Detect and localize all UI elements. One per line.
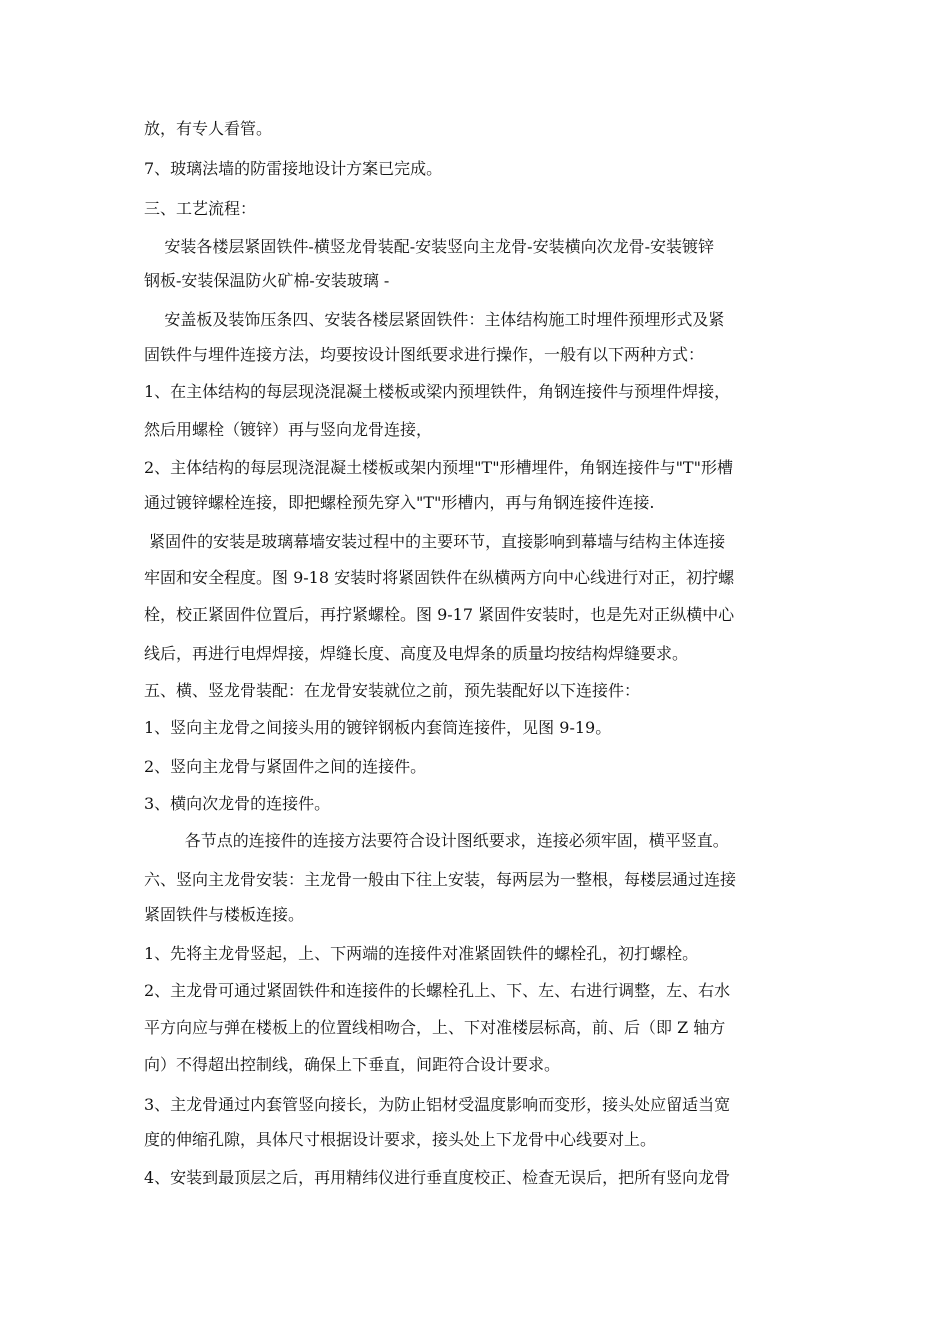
- text-line: 牢固和安全程度。图 9-18 安装时将紧固铁件在纵横两方向中心线进行对正，初拧螺: [144, 568, 735, 587]
- text-line: 1、在主体结构的每层现浇混凝土楼板或梁内预埋铁件，角钢连接件与预埋件焊接，: [144, 382, 731, 401]
- text-line: 安盖板及装饰压条四、安装各楼层紧固铁件：主体结构施工时埋件预埋形式及紧: [144, 310, 725, 329]
- text-line: 向）不得超出控制线，确保上下垂直，间距符合设计要求。: [144, 1055, 561, 1074]
- text-line: 平方向应与弹在楼板上的位置线相吻合，上、下对准楼层标高，前、后（即 Z 轴方: [144, 1018, 726, 1037]
- text-line: 2、竖向主龙骨与紧固件之间的连接件。: [144, 757, 427, 776]
- text-line: 紧固件的安装是玻璃幕墙安装过程中的主要环节，直接影响到幕墙与结构主体连接: [144, 532, 726, 551]
- text-line: 3、主龙骨通过内套管竖向接长，为防止铝材受温度影响而变形，接头处应留适当宽: [144, 1095, 731, 1114]
- text-line: 1、竖向主龙骨之间接头用的镀锌钢板内套筒连接件，见图 9-19。: [144, 718, 612, 737]
- text-line: 2、主龙骨可通过紧固铁件和连接件的长螺栓孔上、下、左、右进行调整，左、右水: [144, 981, 731, 1000]
- text-line: 然后用螺栓（镀锌）再与竖向龙骨连接，: [144, 420, 433, 439]
- text-line: 六、竖向主龙骨安装：主龙骨一般由下往上安装，每两层为一整根，每楼层通过连接: [144, 870, 737, 889]
- text-line: 紧固铁件与楼板连接。: [144, 905, 305, 924]
- text-line: 栓，校正紧固件位置后，再拧紧螺栓。图 9-17 紧固件安装时，也是先对正纵横中心: [144, 605, 735, 624]
- text-line: 4、安装到最顶层之后，再用精纬仪进行垂直度校正、检查无误后，把所有竖向龙骨: [144, 1168, 731, 1187]
- text-line: 固铁件与埋件连接方法，均要按设计图纸要求进行操作，一般有以下两种方式：: [144, 345, 705, 364]
- text-line: 通过镀锌螺栓连接，即把螺栓预先穿入"T"形槽内，再与角钢连接件连接.: [144, 493, 655, 512]
- text-line: 2、主体结构的每层现浇混凝土楼板或架内预埋"T"形槽埋件，角钢连接件与"T"形槽: [144, 458, 733, 477]
- text-line: 三、工艺流程：: [144, 199, 257, 218]
- text-line: 五、横、竖龙骨装配：在龙骨安装就位之前，预先装配好以下连接件：: [144, 681, 641, 700]
- text-line: 3、横向次龙骨的连接件。: [144, 794, 331, 813]
- text-line: 度的伸缩孔隙，具体尺寸根据设计要求，接头处上下龙骨中心线要对上。: [144, 1130, 657, 1149]
- text-line: 线后，再进行电焊焊接，焊缝长度、高度及电焊条的质量均按结构焊缝要求。: [144, 644, 689, 663]
- text-line: 7、玻璃法墙的防雷接地设计方案已完成。: [144, 159, 443, 178]
- text-line: 钢板-安装保温防火矿棉-安装玻璃 -: [144, 271, 390, 290]
- text-line: 安装各楼层紧固铁件-横竖龙骨装配-安装竖向主龙骨-安装横向次龙骨-安装镀锌: [144, 237, 714, 256]
- text-line: 1、先将主龙骨竖起，上、下两端的连接件对准紧固铁件的螺栓孔，初打螺栓。: [144, 944, 699, 963]
- text-line: 放，有专人看管。: [144, 119, 273, 138]
- text-line: 各节点的连接件的连接方法要符合设计图纸要求，连接必须牢固，横平竖直。: [144, 831, 729, 850]
